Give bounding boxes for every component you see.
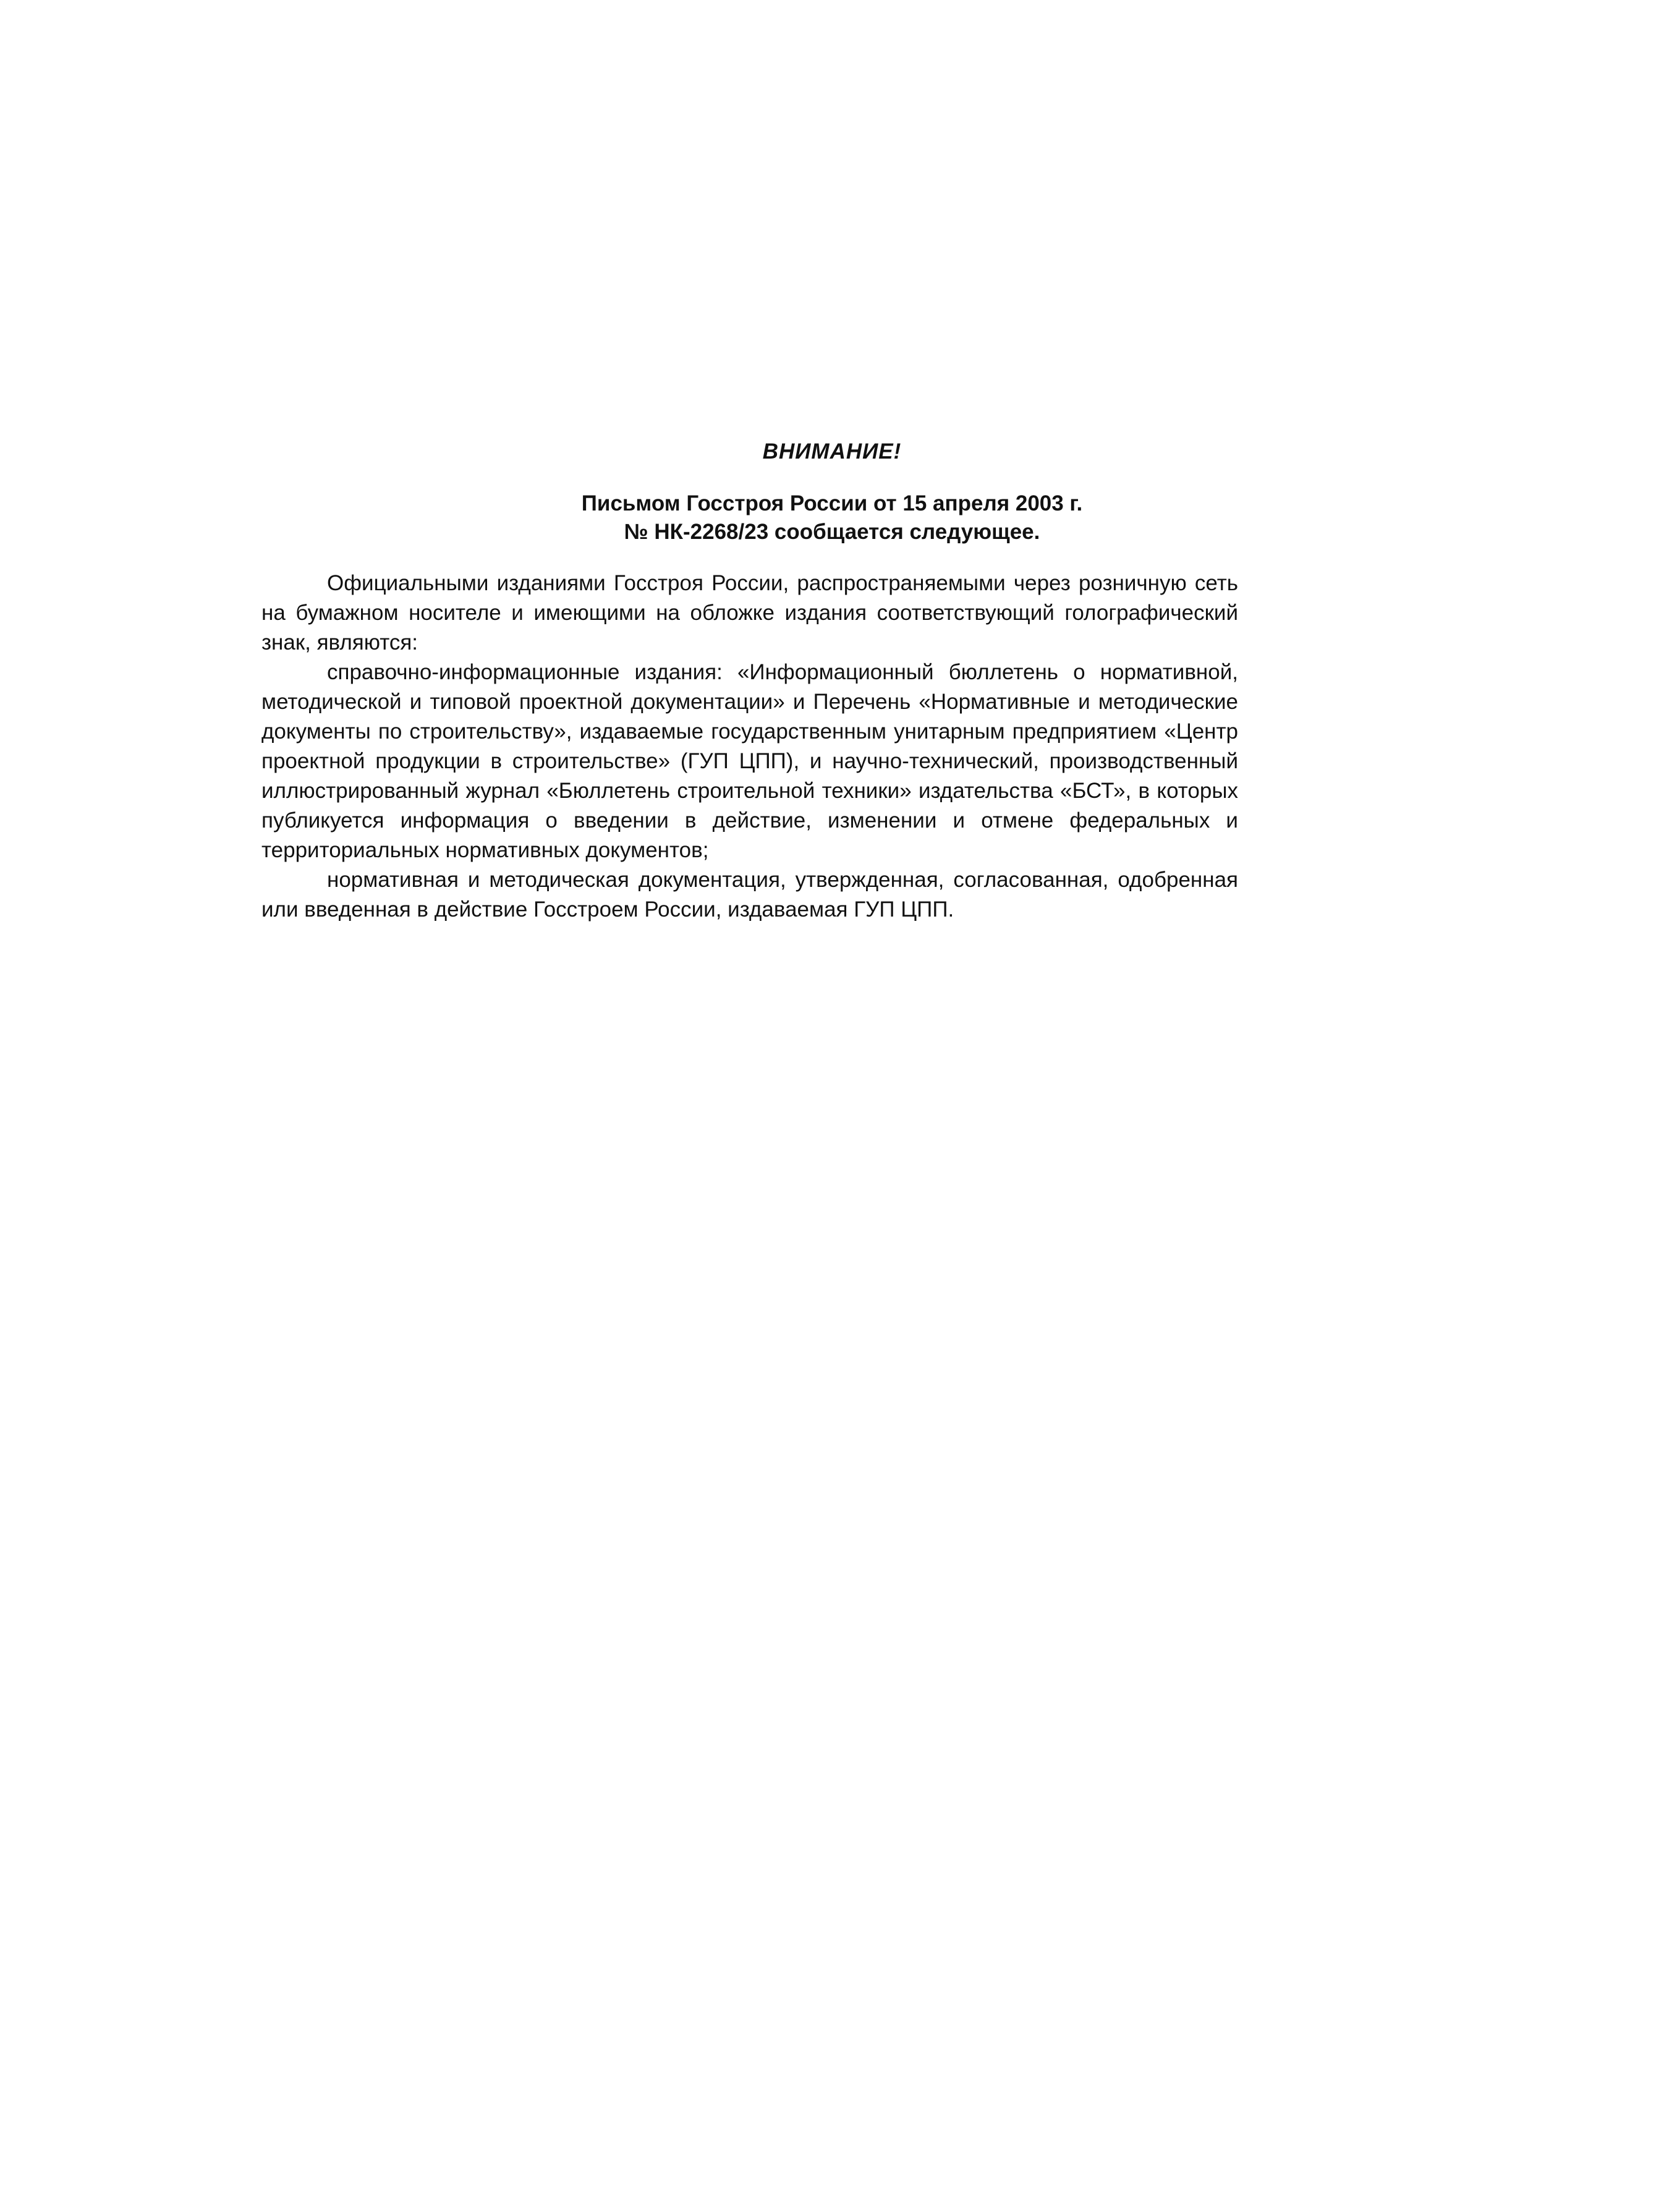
paragraph-normative-documentation: нормативная и методическая документация, утвержденная, согласованная, одобренная или введенная в действие Госстроем России, издаваемая ГУП ЦПП. [261, 868, 1238, 922]
letter-heading [0, 489, 1664, 546]
letter-heading-line-2: № НК-2268/23 сообщается следующее. [624, 520, 1040, 544]
paragraph-reference-editions: справочно-информационные издания: «Информационный бюллетень о нормативной, методической и типовой проектной документации» и Перечень «Нормативные и методические документы по строительству», издаваемые государственным унитарным предприятием «Центр проектной продукции в строительстве» (ГУП ЦПП), и научно-технический, производственный иллюстрированный журнал «Бюллетень строительной техники» издательства «БСТ», в которых публикуется информация о введении в действие, изменении и отмене федеральных и территориальных нормативных документов; [261, 660, 1238, 862]
paragraph-intro: Официальными изданиями Госстроя России, распространяемыми через розничную сеть на бумажном носителе и имеющими на обложке издания соответствующий голографический знак, являются: [261, 571, 1238, 655]
letter-heading-line-1: Письмом Госстроя России от 15 апреля 2003 г. [581, 491, 1083, 515]
notice-body [261, 569, 1238, 925]
attention-heading: ВНИМАНИЕ! [762, 439, 902, 464]
